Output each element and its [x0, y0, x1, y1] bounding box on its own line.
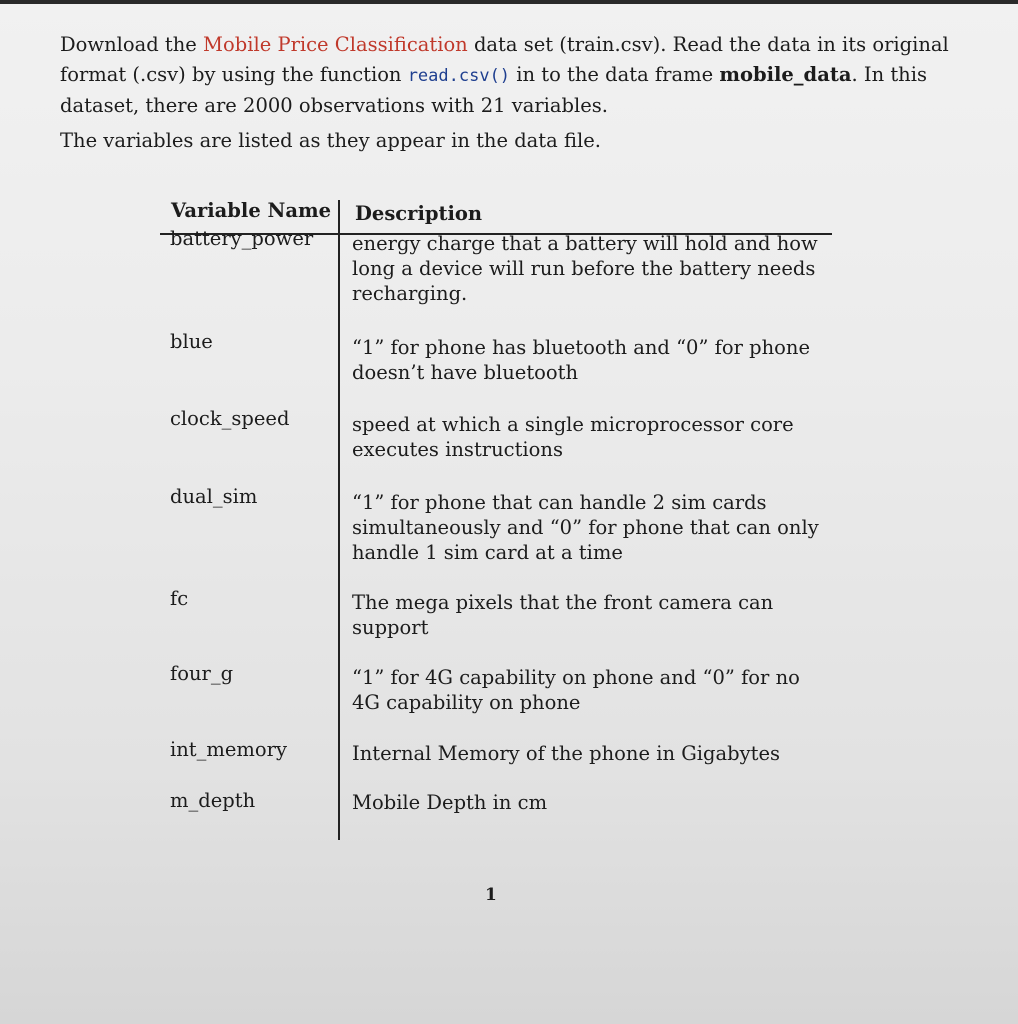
- variable-description: The mega pixels that the front camera can support: [352, 591, 774, 639]
- variable-description: “1” for phone that can handle 2 sim cards simultaneously and “0” for phone that can only handle 1 sim card at a time: [352, 491, 819, 564]
- variable-name: battery_power: [170, 227, 314, 250]
- header-description: Description: [355, 202, 483, 225]
- header-variable-name: Variable Name: [171, 199, 332, 222]
- data-frame-name: mobile_data: [719, 63, 852, 86]
- dataset-link[interactable]: Mobile Price Classification: [203, 33, 468, 56]
- variable-description: Mobile Depth in cm: [352, 791, 548, 814]
- variable-description: Internal Memory of the phone in Gigabytes: [352, 742, 781, 765]
- variable-name: clock_speed: [170, 407, 290, 430]
- variable-name: dual_sim: [170, 485, 258, 508]
- variable-description: energy charge that a battery will hold and how long a device will run before the battery needs recharging.: [352, 232, 818, 305]
- variable-description: speed at which a single microprocessor core executes instructions: [352, 413, 794, 461]
- function-code: read.csv(): [407, 66, 511, 86]
- variable-description: “1” for phone has bluetooth and “0” for phone doesn’t have bluetooth: [352, 336, 810, 384]
- column-divider: [338, 200, 340, 840]
- variable-name: m_depth: [170, 789, 256, 812]
- screen-top-edge: [0, 0, 1018, 4]
- variable-name: blue: [170, 330, 213, 353]
- variable-name: int_memory: [170, 738, 287, 761]
- page-number: 1: [485, 885, 497, 905]
- intro-paragraph: Download the Mobile Price Classification data set (train.csv). Read the data in its original format (.csv) by using the function read.csv() in to the data frame mobile_data. In this dataset, there are 2000 observations with 21 variables.: [60, 33, 949, 117]
- list-note: The variables are listed as they appear in the data file.: [60, 129, 601, 152]
- variable-name: fc: [170, 587, 189, 610]
- variable-name: four_g: [170, 662, 234, 685]
- variable-description: “1” for 4G capability on phone and “0” for no 4G capability on phone: [352, 666, 800, 714]
